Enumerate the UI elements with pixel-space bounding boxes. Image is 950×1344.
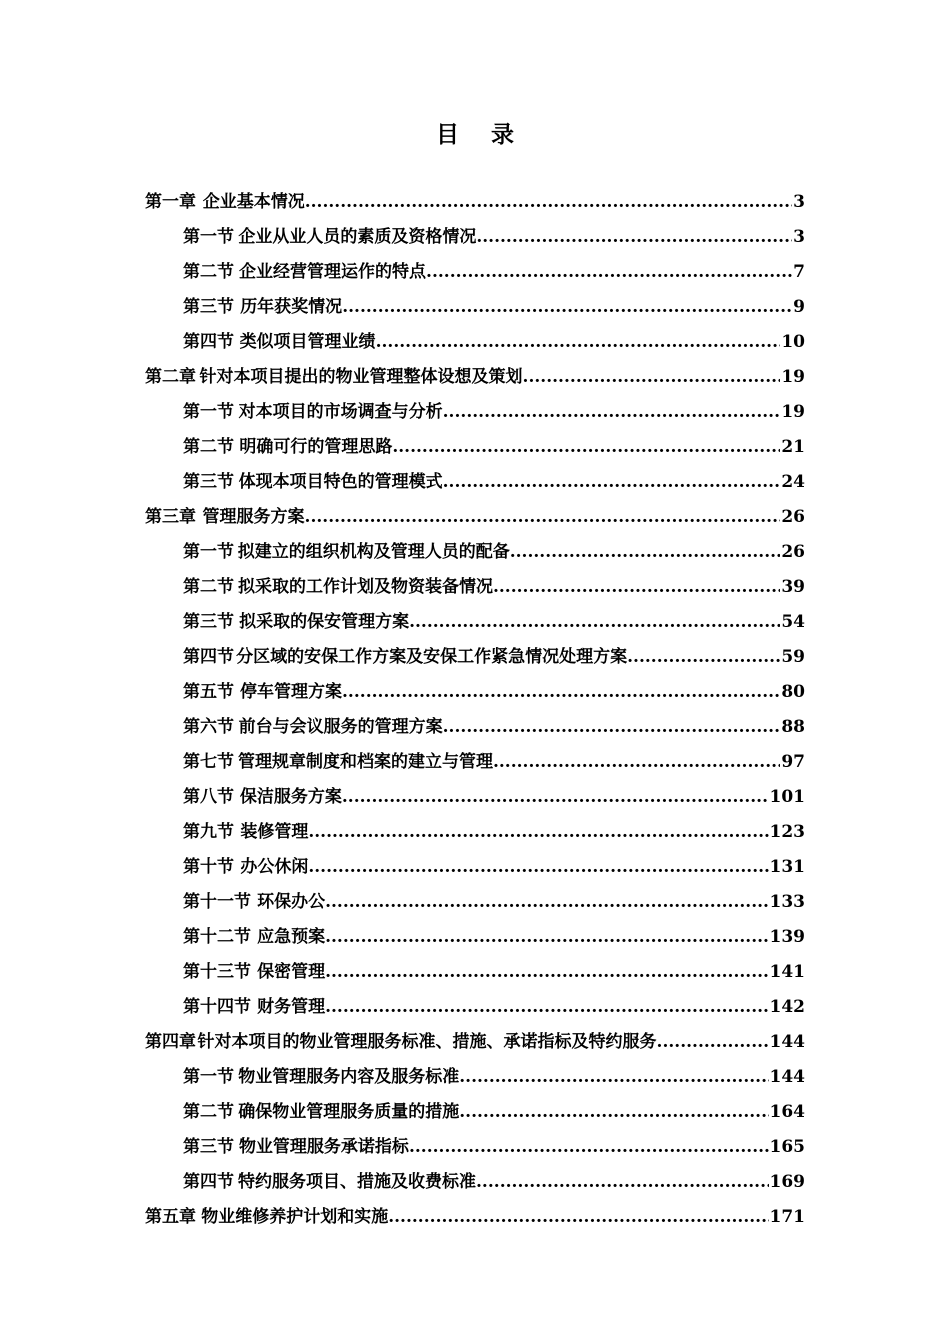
- toc-dot-leader: [409, 605, 780, 640]
- toc-entry-page-number: 24: [781, 472, 805, 492]
- toc-entry-text: 拟采取的工作计划及物资装备情况: [237, 577, 493, 597]
- toc-entry-section[interactable]: [183, 395, 805, 430]
- toc-entry-page-number: 80: [781, 682, 805, 702]
- toc-dot-leader: [493, 570, 780, 605]
- toc-entry-text: 体现本项目特色的管理模式: [238, 472, 443, 492]
- toc-dot-leader: [342, 290, 792, 325]
- toc-entry-page-number: 169: [769, 1172, 805, 1192]
- toc-entry-page-number: 97: [781, 752, 805, 772]
- toc-entry-text: 针对本项目的物业管理服务标准、措施、承诺指标及特约服务: [197, 1032, 657, 1052]
- toc-entry-text: 保密管理: [257, 962, 326, 982]
- toc-entry-label: 第十节: [183, 857, 234, 877]
- toc-dot-leader: [510, 535, 781, 570]
- toc-entry-section[interactable]: [183, 1060, 805, 1095]
- toc-dot-leader: [523, 360, 781, 395]
- toc-entry-label: 第四节: [183, 332, 234, 352]
- toc-entry-section[interactable]: [183, 990, 805, 1025]
- toc-entry-page-number: 165: [769, 1137, 805, 1157]
- toc-entry-text: 企业从业人员的素质及资格情况: [238, 227, 477, 247]
- toc-dot-leader: [325, 990, 768, 1025]
- toc-entry-text: 历年获奖情况: [240, 297, 343, 317]
- toc-dot-leader: [376, 325, 781, 360]
- toc-entry-text: 针对本项目提出的物业管理整体设想及策划: [199, 367, 523, 387]
- toc-entry-text: 装修管理: [240, 822, 309, 842]
- toc-entry-page-number: 133: [769, 892, 805, 912]
- toc-entry-label: 第八节: [183, 787, 234, 807]
- toc-entry-text: 拟采取的保安管理方案: [239, 612, 410, 632]
- toc-entry-text: 环保办公: [257, 892, 326, 912]
- toc-entry-label: 第三章: [145, 507, 196, 527]
- toc-entry-text: 财务管理: [257, 997, 326, 1017]
- toc-entry-section[interactable]: [183, 290, 805, 325]
- toc-entry-label: 第一节: [183, 227, 234, 247]
- toc-entry-label: 第六节: [183, 717, 234, 737]
- toc-entry-section[interactable]: [183, 465, 805, 500]
- toc-entry-chapter[interactable]: [145, 1200, 805, 1235]
- toc-entry-page-number: 7: [793, 262, 805, 282]
- toc-entry-label: 第五节: [183, 682, 234, 702]
- toc-entry-label: 第二节: [183, 577, 234, 597]
- toc-entry-section[interactable]: [183, 1165, 805, 1200]
- toc-entry-page-number: 26: [781, 542, 805, 562]
- toc-entry-label: 第四节: [183, 1172, 234, 1192]
- toc-entry-page-number: 19: [781, 402, 805, 422]
- toc-dot-leader: [657, 1025, 769, 1060]
- toc-entry-label: 第一节: [183, 402, 234, 422]
- toc-entry-label: 第三节: [183, 1137, 234, 1157]
- toc-entry-label: 第一节: [183, 1067, 234, 1087]
- toc-entry-label: 第三节: [183, 472, 234, 492]
- toc-entry-section[interactable]: [183, 780, 805, 815]
- toc-entry-label: 第一节: [183, 542, 234, 562]
- toc-entry-page-number: 3: [793, 227, 805, 247]
- toc-entry-text: 物业管理服务承诺指标: [238, 1137, 409, 1157]
- toc-entry-text: 企业经营管理运作的特点: [239, 262, 427, 282]
- toc-dot-leader: [426, 255, 792, 290]
- toc-entry-text: 对本项目的市场调查与分析: [238, 402, 443, 422]
- toc-entry-chapter[interactable]: [145, 360, 805, 395]
- toc-entry-text: 停车管理方案: [240, 682, 343, 702]
- toc-entry-section[interactable]: [183, 255, 805, 290]
- toc-entry-page-number: 164: [769, 1102, 805, 1122]
- toc-entry-label: 第二节: [183, 437, 234, 457]
- toc-entry-page-number: 21: [781, 437, 805, 457]
- toc-entry-label: 第二章: [145, 367, 196, 387]
- toc-entry-page-number: 123: [769, 822, 805, 842]
- toc-dot-leader: [409, 1130, 769, 1165]
- toc-entry-page-number: 10: [781, 332, 805, 352]
- toc-dot-leader: [443, 710, 781, 745]
- toc-entry-label: 第十三节: [183, 962, 251, 982]
- toc-entry-section[interactable]: [183, 710, 805, 745]
- toc-dot-leader: [392, 430, 780, 465]
- toc-entry-text: 管理服务方案: [202, 507, 305, 527]
- toc-dot-leader: [476, 220, 792, 255]
- toc-dot-leader: [459, 1095, 768, 1130]
- toc-entry-section[interactable]: [183, 430, 805, 465]
- toc-entry-label: 第十四节: [183, 997, 251, 1017]
- toc-dot-leader: [388, 1200, 768, 1235]
- toc-entry-page-number: 59: [781, 647, 805, 667]
- toc-entry-text: 类似项目管理业绩: [239, 332, 376, 352]
- toc-entry-section[interactable]: [183, 850, 805, 885]
- toc-entry-section[interactable]: [183, 920, 805, 955]
- toc-dot-leader: [443, 465, 781, 500]
- toc-entry-label: 第一章: [145, 192, 196, 212]
- toc-entry-section[interactable]: [183, 570, 805, 605]
- toc-entry-page-number: 9: [793, 297, 805, 317]
- toc-entry-text: 特约服务项目、措施及收费标准: [238, 1172, 477, 1192]
- toc-title: 目 录: [435, 121, 526, 148]
- toc-entry-section[interactable]: [183, 1095, 805, 1130]
- toc-entry-text: 确保物业管理服务质量的措施: [238, 1102, 460, 1122]
- toc-dot-leader: [305, 185, 792, 220]
- toc-entry-text: 应急预案: [257, 927, 326, 947]
- toc-entry-label: 第四章: [145, 1032, 196, 1052]
- toc-dot-leader: [325, 885, 768, 920]
- toc-entry-page-number: 144: [769, 1067, 805, 1087]
- toc-entry-page-number: 131: [769, 857, 805, 877]
- toc-entry-section[interactable]: [183, 815, 805, 850]
- toc-dot-leader: [305, 500, 781, 535]
- toc-entry-chapter[interactable]: [145, 185, 805, 220]
- toc-entry-label: 第四节: [183, 647, 234, 667]
- toc-entry-section[interactable]: [183, 640, 805, 675]
- toc-entry-page-number: 54: [781, 612, 805, 632]
- toc-entry-text: 企业基本情况: [202, 192, 305, 212]
- toc-dot-leader: [459, 1060, 768, 1095]
- toc-entry-label: 第三节: [183, 612, 234, 632]
- toc-entry-section[interactable]: [183, 325, 805, 360]
- toc-entry-section[interactable]: [183, 745, 805, 780]
- toc-entry-section[interactable]: [183, 955, 805, 990]
- toc-dot-leader: [308, 815, 768, 850]
- toc-dot-leader: [342, 780, 769, 815]
- toc-entry-section[interactable]: [183, 1130, 805, 1165]
- toc-entry-text: 保洁服务方案: [239, 787, 342, 807]
- toc-dot-leader: [627, 640, 780, 675]
- toc-entry-page-number: 139: [769, 927, 805, 947]
- toc-entry-text: 办公休闲: [240, 857, 309, 877]
- toc-entry-label: 第七节: [183, 752, 234, 772]
- toc-entry-label: 第十一节: [183, 892, 251, 912]
- toc-entry-text: 拟建立的组织机构及管理人员的配备: [237, 542, 510, 562]
- toc-entry-page-number: 3: [793, 192, 805, 212]
- toc-dot-leader: [493, 745, 780, 780]
- toc-entry-label: 第二节: [183, 262, 234, 282]
- toc-entry-page-number: 26: [781, 507, 805, 527]
- toc-entry-section[interactable]: [183, 535, 805, 570]
- toc-entry-text: 前台与会议服务的管理方案: [238, 717, 443, 737]
- toc-entry-page-number: 88: [781, 717, 805, 737]
- toc-entry-text: 物业维修养护计划和实施: [201, 1207, 389, 1227]
- toc-entry-section[interactable]: [183, 220, 805, 255]
- toc-entry-chapter[interactable]: [145, 1025, 805, 1060]
- toc-entry-label: 第十二节: [183, 927, 251, 947]
- toc-entry-section[interactable]: [183, 675, 805, 710]
- toc-entry-page-number: 19: [781, 367, 805, 387]
- toc-entry-section[interactable]: [183, 885, 805, 920]
- toc-dot-leader: [325, 920, 768, 955]
- toc-entry-label: 第三节: [183, 297, 234, 317]
- toc-entry-label: 第五章: [145, 1207, 196, 1227]
- toc-entry-page-number: 144: [769, 1032, 805, 1052]
- toc-entry-page-number: 171: [769, 1207, 805, 1227]
- toc-entry-text: 管理规章制度和档案的建立与管理: [237, 752, 493, 772]
- toc-entry-label: 第九节: [183, 822, 234, 842]
- toc-entry-chapter[interactable]: [145, 500, 805, 535]
- toc-entry-page-number: 142: [769, 997, 805, 1017]
- toc-entry-label: 第二节: [183, 1102, 234, 1122]
- toc-dot-leader: [325, 955, 768, 990]
- toc-entry-section[interactable]: [183, 605, 805, 640]
- toc-dot-leader: [308, 850, 768, 885]
- toc-entry-page-number: 141: [769, 962, 805, 982]
- toc-dot-leader: [342, 675, 780, 710]
- toc-dot-leader: [443, 395, 781, 430]
- toc-entry-text: 物业管理服务内容及服务标准: [238, 1067, 460, 1087]
- toc-entry-page-number: 39: [781, 577, 805, 597]
- toc-entry-page-number: 101: [769, 787, 805, 807]
- toc-entry-text: 分区域的安保工作方案及安保工作紧急情况处理方案: [236, 647, 628, 667]
- toc-entry-text: 明确可行的管理思路: [239, 437, 393, 457]
- toc-dot-leader: [476, 1165, 768, 1200]
